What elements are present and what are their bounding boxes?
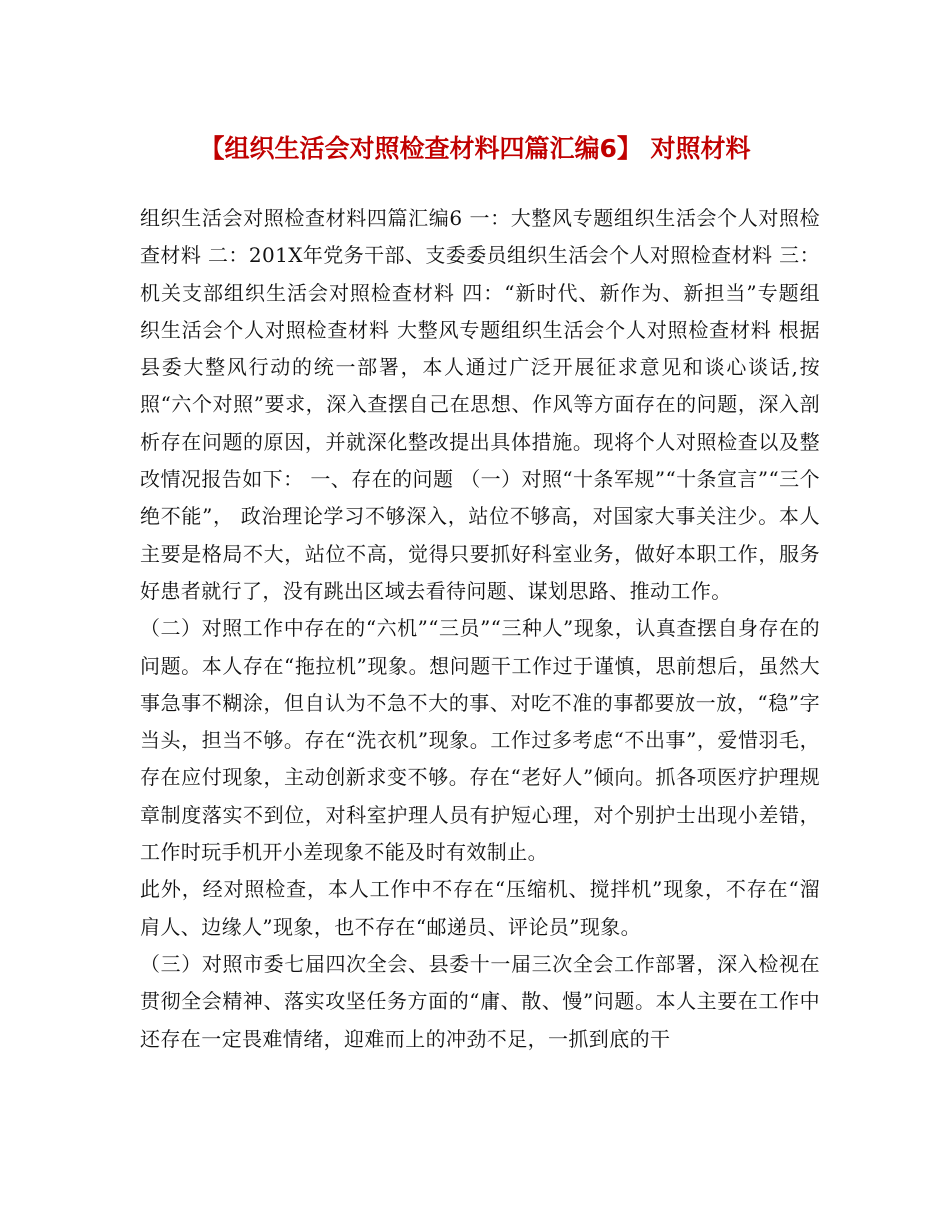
paragraph-3: 此外，经对照检查，本人工作中不存在“压缩机、搅拌机”现象，不存在“溜肩人、边缘人”现象，也不存在“邮递员、评论员”现象。 — [140, 877, 820, 939]
paragraph-2: （二）对照工作中存在的“六机”“三员”“三种人”现象，认真查摆自身存在的问题。本人存在“拖拉机”现象。想问题干工作过于谨慎，思前想后，虽然大事急事不糊涂，但自认为不急不大的事、对吃不准的事都要放一放，“稳”字当头，担当不够。存在“洗衣机”现象。工作过多考虑“不出事”，爱惜羽毛，存在应付现象，主动创新求变不够。存在“老好人”倾向。抓各项医疗护理规章制度落实不到位，对科室护理人员有护短心理，对个别护士出现小差错，工作时玩手机开小差现象不能及时有效制止。 — [140, 616, 820, 865]
document-title: 【组织生活会对照检查材料四篇汇编6】 对照材料 — [199, 134, 751, 163]
document-body — [140, 200, 820, 1058]
paragraph-4: （三）对照市委七届四次全会、县委十一届三次全会工作部署，深入检视在贯彻全会精神、落实攻坚任务方面的“庸、散、慢”问题。本人主要在工作中还存在一定畏难情绪，迎难而上的冲劲不足，一抓到底的干 — [140, 951, 820, 1051]
paragraph-1: 组织生活会对照检查材料四篇汇编6 一：大整风专题组织生活会个人对照检查材料 二：201X年党务干部、支委委员组织生活会个人对照检查材料 三：机关支部组织生活会对照检查材料 四：“新时代、新作为、新担当”专题组织生活会个人对照检查材料 大整风专题组织生活会个人对照检查材料 根据县委大整风行动的统一部署，本人通过广泛开展征求意见和谈心谈话,按照“六个对照”要求，深入查摆自己在思想、作风等方面存在的问题，深入剖析存在问题的原因，并就深化整改提出具体措施。现将个人对照检查以及整改情况报告如下： 一、存在的问题 （一）对照“十条军规”“十条宣言”“三个绝不能”， 政治理论学习不够深入，站位不够高，对国家大事关注少。本人主要是格局不大，站位不高，觉得只要抓好科室业务，做好本职工作，服务好患者就行了，没有跳出区域去看待问题、谋划思路、推动工作。 — [140, 206, 820, 603]
